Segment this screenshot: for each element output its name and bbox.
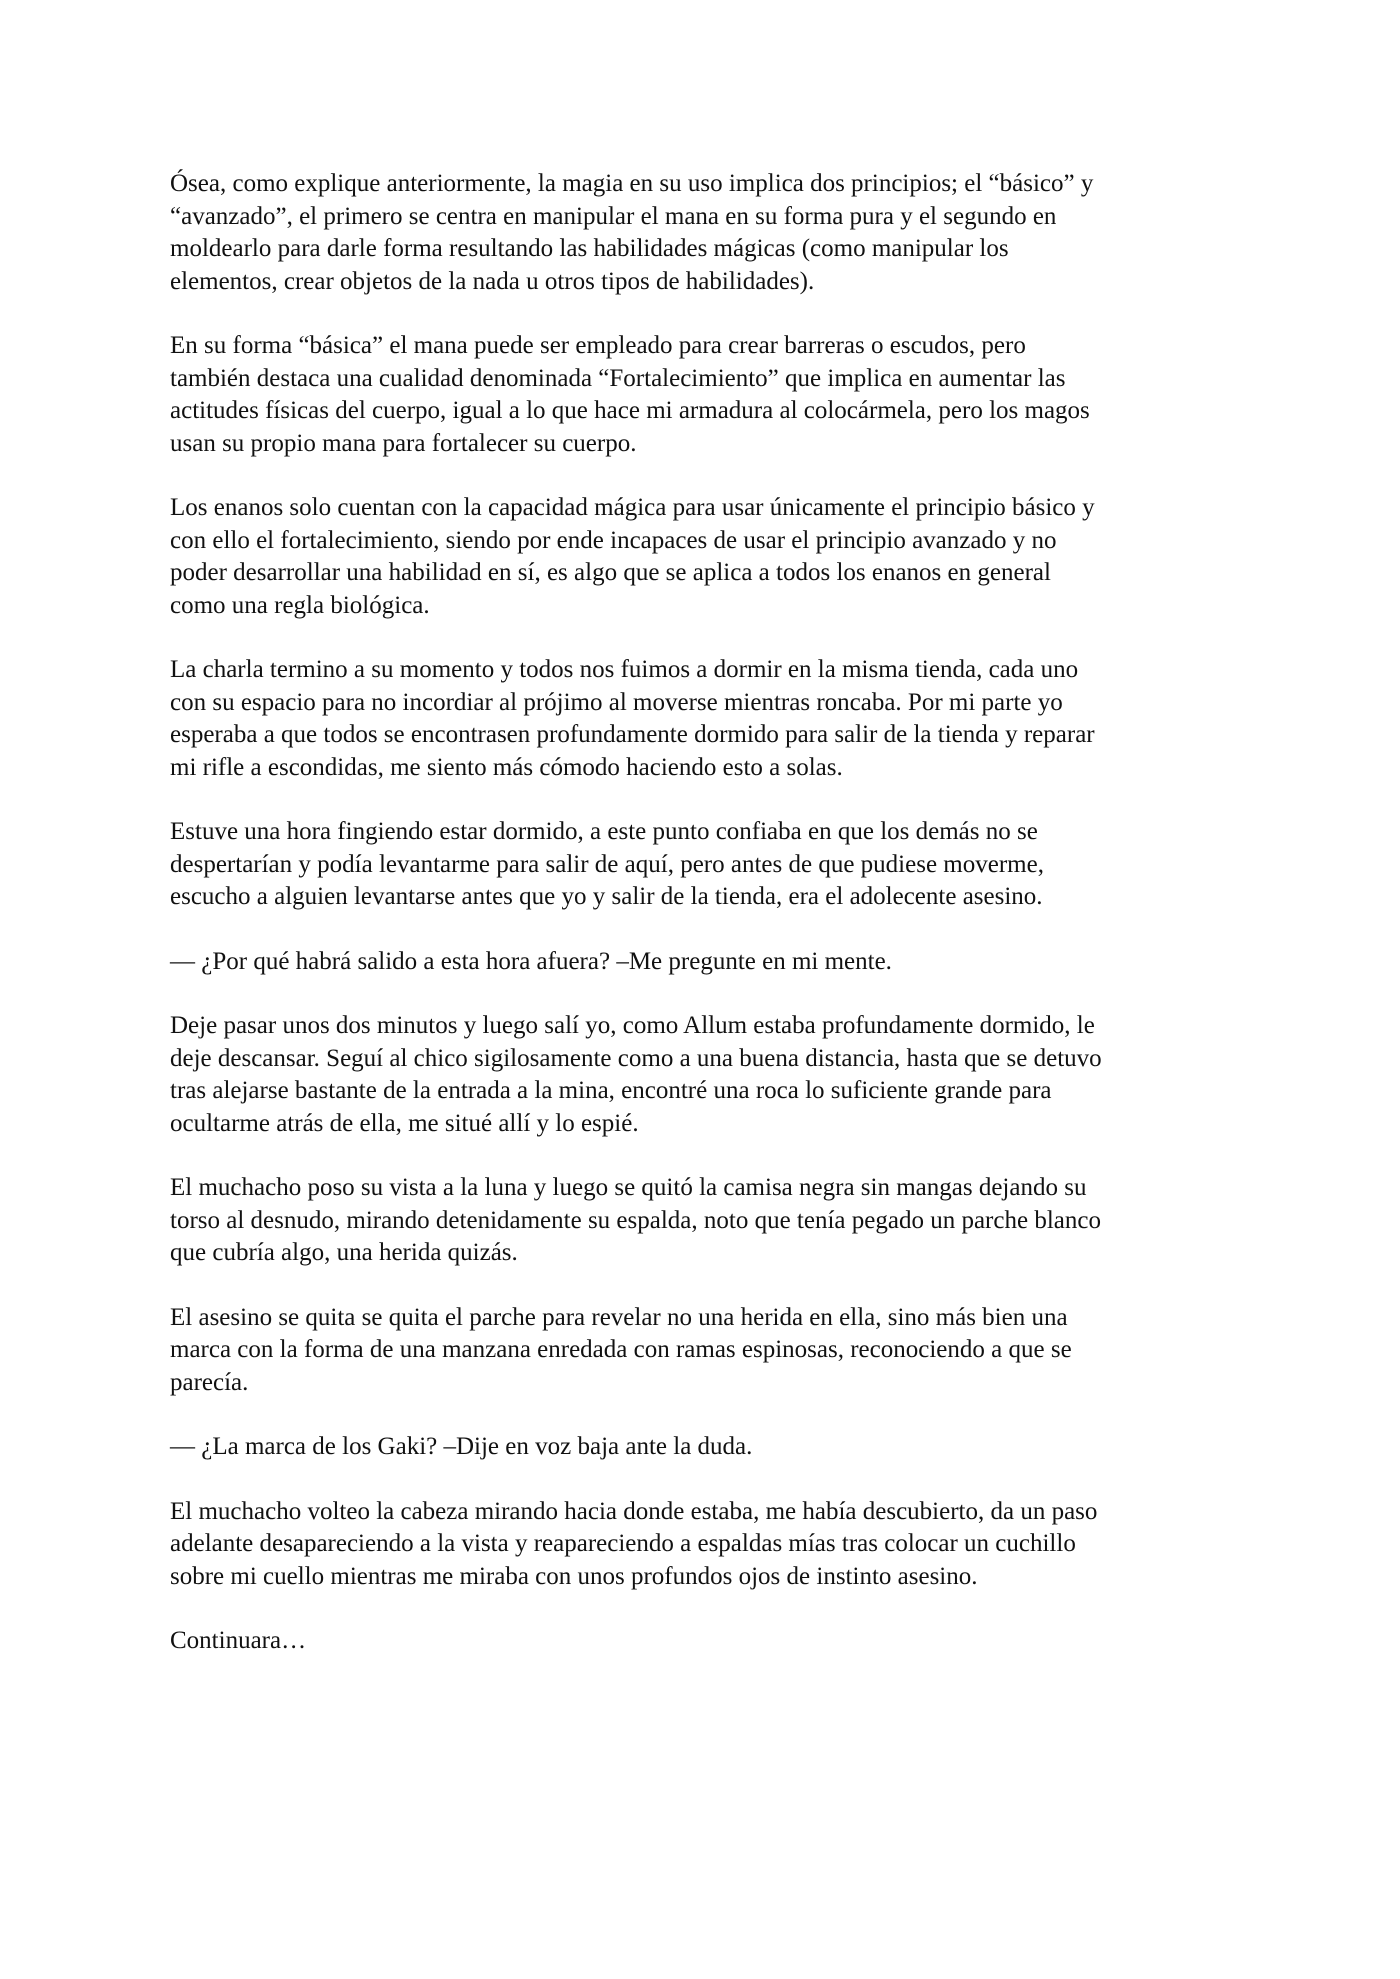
text-line: despertarían y podía levantarme para salir de aquí, pero antes de que pudiese moverme, <box>170 850 1044 878</box>
paragraph <box>170 1625 1240 1658</box>
text-line: “avanzado”, el primero se centra en manipular el mana en su forma pura y el segundo en <box>170 202 1057 230</box>
text-line: escucho a alguien levantarse antes que yo y salir de la tienda, era el adolecente asesino. <box>170 883 1043 910</box>
text-line: tras alejarse bastante de la entrada a la mina, encontré una roca lo suficiente grande para <box>170 1077 1052 1104</box>
text-line: usan su propio mana para fortalecer su cuerpo. <box>170 429 637 457</box>
paragraph <box>170 1302 1240 1400</box>
paragraph <box>170 1431 1240 1464</box>
text-line: El asesino se quita se quita el parche para revelar no una herida en ella, sino más bien una <box>170 1303 1068 1331</box>
text-line: El muchacho poso su vista a la luna y luego se quitó la camisa negra sin mangas dejando su <box>170 1174 1087 1201</box>
paragraph <box>170 946 1240 979</box>
text-line: actitudes físicas del cuerpo, igual a lo que hace mi armadura al colocármela, pero los magos <box>170 397 1090 424</box>
text-line: marca con la forma de una manzana enredada con ramas espinosas, reconociendo a que se <box>170 1336 1072 1363</box>
text-line: La charla termino a su momento y todos nos fuimos a dormir en la misma tienda, cada uno <box>170 656 1079 683</box>
text-line: con su espacio para no incordiar al prójimo al moverse mientras roncaba. Por mi parte yo <box>170 688 1063 716</box>
text-line: adelante desapareciendo a la vista y reapareciendo a espaldas mías tras colocar un cuchillo <box>170 1530 1076 1557</box>
text-line: Deje pasar unos dos minutos y luego salí yo, como Allum estaba profundamente dormido, le <box>170 1012 1095 1039</box>
paragraph <box>170 1496 1240 1594</box>
paragraph <box>170 1172 1240 1270</box>
text-line: — ¿Por qué habrá salido a esta hora afuera? –Me pregunte en mi mente. <box>170 947 892 975</box>
text-line: Los enanos solo cuentan con la capacidad mágica para usar únicamente el principio básico y <box>170 494 1095 521</box>
text-line: El muchacho volteo la cabeza mirando hacia donde estaba, me había descubierto, da un paso <box>170 1497 1098 1525</box>
text-line: En su forma “básica” el mana puede ser empleado para crear barreras o escudos, pero <box>170 332 1026 359</box>
text-line: que cubría algo, una herida quizás. <box>170 1239 518 1266</box>
text-line: torso al desnudo, mirando detenidamente su espalda, noto que tenía pegado un parche blanco <box>170 1206 1101 1234</box>
paragraph <box>170 654 1240 784</box>
paragraph <box>170 330 1240 460</box>
text-line: sobre mi cuello mientras me miraba con unos profundos ojos de instinto asesino. <box>170 1562 978 1590</box>
text-line: poder desarrollar una habilidad en sí, es algo que se aplica a todos los enanos en general <box>170 559 1051 586</box>
text-line: Estuve una hora fingiendo estar dormido, a este punto confiaba en que los demás no se <box>170 818 1038 845</box>
text-line: como una regla biológica. <box>170 591 430 619</box>
text-line: elementos, crear objetos de la nada u otros tipos de habilidades). <box>170 267 815 295</box>
text-line: — ¿La marca de los Gaki? –Dije en voz baja ante la duda. <box>170 1433 753 1460</box>
text-line: también destaca una cualidad denominada “Fortalecimiento” que implica en aumentar las <box>170 364 1066 392</box>
paragraph <box>170 168 1240 298</box>
paragraph <box>170 816 1240 914</box>
text-line: con ello el fortalecimiento, siendo por ende incapaces de usar el principio avanzado y no <box>170 526 1057 554</box>
text-line: parecía. <box>170 1368 249 1396</box>
paragraph <box>170 1010 1240 1140</box>
text-line: esperaba a que todos se encontrasen profundamente dormido para salir de la tienda y reparar <box>170 721 1095 748</box>
text-line: Continuara… <box>170 1627 307 1654</box>
text-line: deje descansar. Seguí al chico sigilosamente como a una buena distancia, hasta que se detuvo <box>170 1044 1102 1072</box>
text-line: mi rifle a escondidas, me siento más cómodo haciendo esto a solas. <box>170 753 843 781</box>
document-body <box>170 168 1240 1690</box>
text-line: Ósea, como explique anteriormente, la magia en su uso implica dos principios; el “básico” y <box>170 170 1094 197</box>
paragraph <box>170 492 1240 622</box>
text-line: moldearlo para darle forma resultando las habilidades mágicas (como manipular los <box>170 235 1009 262</box>
text-line: ocultarme atrás de ella, me situé allí y lo espié. <box>170 1109 639 1137</box>
